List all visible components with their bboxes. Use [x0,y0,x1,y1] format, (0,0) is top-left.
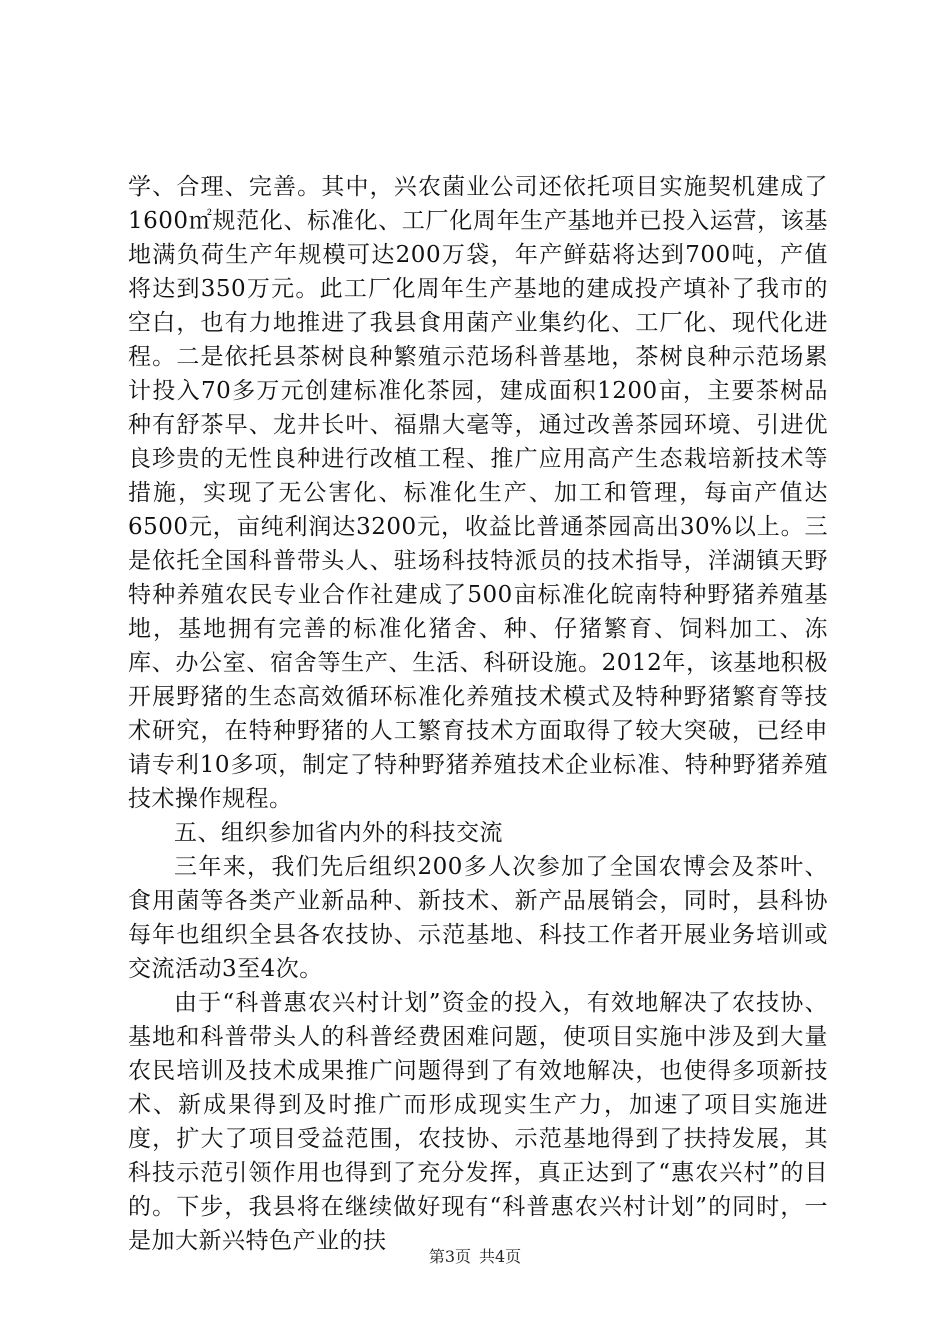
page-total: 共4页 [479,1247,522,1266]
section-heading: 五、组织参加省内外的科技交流 [174,820,503,846]
page-footer [0,1246,950,1268]
document-body [128,170,828,1258]
paragraph-exchange: 三年来，我们先后组织200多人次参加了全国农博会及茶叶、食用菌等各类产业新品种、新技术、新产品展销会，同时，县科协每年也组织全县各农技协、示范基地、科技工作者开展业务培训或交流活动3至4次。 [128,854,828,982]
paragraph-summary: 由于“科普惠农兴村计划”资金的投入，有效地解决了农技协、基地和科普带头人的科普经费困难问题，使项目实施中涉及到大量农民培训及技术成果推广问题得到了有效地解决，也使得多项新技术、新成果得到及时推广而形成现实生产力，加速了项目实施进度，扩大了项目受益范围，农技协、示范基地得到了扶持发展，其科技示范引领作用也得到了充分发挥，真正达到了“惠农兴村”的目的。下步，我县将在继续做好现有“科普惠农兴村计划”的同时，一是加大新兴特色产业的扶 [128,990,828,1254]
paragraph-continuation: 学、合理、完善。其中，兴农菌业公司还依托项目实施契机建成了1600㎡规范化、标准化、工厂化周年生产基地并已投入运营，该基地满负荷生产年规模可达200万袋，年产鲜菇将达到700吨，产值将达到350万元。此工厂化周年生产基地的建成投产填补了我市的空白，也有力地推进了我县食用菌产业集约化、工厂化、现代化进程。二是依托县茶树良种繁殖示范场科普基地，茶树良种示范场累计投入70多万元创建标准化茶园，建成面积1200亩，主要茶树品种有舒茶早、龙井长叶、福鼎大毫等，通过改善茶园环境、引进优良珍贵的无性良种进行改植工程、推广应用高产生态栽培新技术等措施，实现了无公害化、标准化生产、加工和管理，每亩产值达6500元，亩纯利润达3200元，收益比普通茶园高出30%以上。三是依托全国科普带头人、驻场科技特派员的技术指导，洋湖镇天野特种养殖农民专业合作社建成了500亩标准化皖南特种野猪养殖基地，基地拥有完善的标准化猪舍、种、仔猪繁育、饲料加工、冻库、办公室、宿舍等生产、生活、科研设施。2012年，该基地积极开展野猪的生态高效循环标准化养殖技术模式及特种野猪繁育等技术研究，在特种野猪的人工繁育技术方面取得了较大突破，已经申请专利10多项，制定了特种野猪养殖技术企业标准、特种野猪养殖技术操作规程。 [128,174,828,812]
page-number: 第3页 [428,1247,471,1266]
